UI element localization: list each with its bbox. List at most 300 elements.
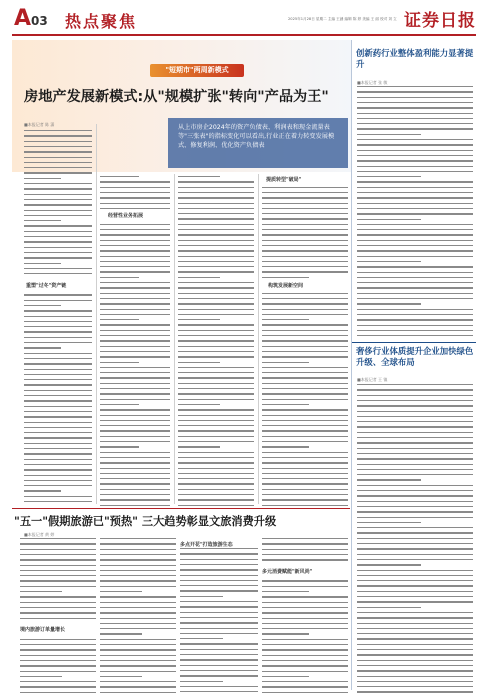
text-line <box>100 335 170 336</box>
text-line <box>178 309 254 310</box>
text-line <box>178 277 220 278</box>
text-line <box>262 261 348 262</box>
text-line <box>24 459 92 460</box>
text-line <box>24 263 61 264</box>
text-line <box>262 324 348 325</box>
text-line <box>24 316 92 317</box>
text-line <box>24 257 92 258</box>
text-line <box>100 192 170 193</box>
text-line <box>357 319 473 320</box>
text-line <box>178 229 254 230</box>
text-line <box>357 97 473 98</box>
text-line <box>262 692 348 693</box>
text-line <box>180 659 258 660</box>
text-line <box>20 644 96 645</box>
text-line <box>100 554 176 555</box>
text-line <box>262 628 348 629</box>
text-line <box>262 430 348 431</box>
side-top-author: ■本报记者 张 敏 <box>357 80 388 85</box>
text-line <box>262 298 348 299</box>
text-line <box>178 356 254 357</box>
text-line <box>262 383 348 384</box>
text-line <box>100 473 170 474</box>
bottom-story-rule <box>12 508 350 509</box>
text-line <box>100 372 170 373</box>
text-line <box>262 494 348 495</box>
text-line <box>262 335 348 336</box>
text-line <box>357 107 473 108</box>
text-line <box>24 300 92 301</box>
text-line <box>262 362 309 363</box>
text-line <box>20 543 96 544</box>
text-line <box>178 367 254 368</box>
text-line <box>262 468 348 469</box>
text-line <box>262 612 348 613</box>
text-line <box>357 612 473 613</box>
text-line <box>262 399 348 400</box>
text-line <box>357 298 473 299</box>
text-line <box>180 606 258 607</box>
text-line <box>100 452 170 453</box>
text-line <box>24 432 92 433</box>
text-line <box>357 628 473 629</box>
text-line <box>24 321 92 322</box>
text-line <box>178 266 254 267</box>
text-line <box>24 135 92 136</box>
text-line <box>357 330 473 331</box>
text-line <box>262 218 348 219</box>
text-line <box>262 633 309 634</box>
text-line <box>100 404 139 405</box>
text-line <box>357 432 473 433</box>
text-line <box>178 240 254 241</box>
text-line <box>357 416 473 417</box>
text-line <box>357 591 473 592</box>
text-line <box>178 415 254 416</box>
text-line <box>262 245 348 246</box>
side-bottom-author: ■本报记者 王 镇 <box>357 377 388 382</box>
text-line <box>357 86 473 87</box>
text-line <box>24 390 92 391</box>
text-line <box>262 346 348 347</box>
text-line <box>100 586 176 587</box>
text-line <box>24 204 92 205</box>
text-line <box>178 330 254 331</box>
text-line <box>100 245 170 246</box>
text-line <box>357 448 473 449</box>
text-line <box>100 314 170 315</box>
text-line <box>262 686 348 687</box>
text-line <box>262 505 348 506</box>
text-line <box>100 367 170 368</box>
text-line <box>178 176 220 177</box>
text-line <box>100 686 176 687</box>
text-line <box>100 377 170 378</box>
text-line <box>24 347 61 348</box>
text-line <box>100 293 170 294</box>
text-line <box>178 404 220 405</box>
text-line <box>180 596 223 597</box>
text-line <box>100 362 139 363</box>
text-line <box>24 310 92 311</box>
text-line <box>20 549 96 550</box>
text-line <box>262 330 348 331</box>
text-line <box>262 655 348 656</box>
text-line <box>357 633 473 634</box>
text-line <box>262 372 348 373</box>
text-line <box>100 208 170 209</box>
text-line <box>357 649 473 650</box>
text-line <box>178 409 254 410</box>
text-line <box>100 596 176 597</box>
text-line <box>262 266 348 267</box>
text-line <box>178 372 254 373</box>
text-line <box>357 532 473 533</box>
text-line <box>357 554 473 555</box>
text-line <box>357 102 473 103</box>
text-line <box>357 623 473 624</box>
text-line <box>262 462 348 463</box>
text-line <box>178 282 254 283</box>
text-line <box>180 643 258 644</box>
text-line <box>100 224 170 225</box>
text-line <box>357 293 473 294</box>
text-line <box>20 676 62 677</box>
text-line <box>357 411 473 412</box>
text-line <box>262 452 348 453</box>
text-line <box>178 362 220 363</box>
text-line <box>24 225 92 226</box>
text-line <box>178 505 254 506</box>
text-line <box>24 485 92 486</box>
text-line <box>24 305 61 306</box>
bottom-subhead-2: 多点开花"打造旅游生态 <box>180 542 233 548</box>
dateline: 2025年1月28日 星期二 主编 王涵 编辑 陈 婷 美编 王 丽 校对 刘 立 <box>288 17 397 21</box>
text-line <box>262 192 348 193</box>
text-line <box>262 489 348 490</box>
text-line <box>357 250 473 251</box>
text-line <box>24 501 92 502</box>
text-line <box>262 388 348 389</box>
text-line <box>357 245 473 246</box>
text-line <box>262 377 348 378</box>
text-line <box>180 675 258 676</box>
text-line <box>24 252 92 253</box>
text-line <box>178 181 254 182</box>
text-line <box>178 293 254 294</box>
text-line <box>357 181 473 182</box>
text-line <box>100 591 142 592</box>
text-line <box>100 356 170 357</box>
text-line <box>262 596 348 597</box>
text-line <box>180 559 258 560</box>
side-bottom-title: 奢侈行业体质提升企业加快绿色升级、全球布局 <box>356 346 474 367</box>
text-line <box>24 178 61 179</box>
text-line <box>357 213 473 214</box>
text-line <box>24 231 92 232</box>
text-line <box>178 351 254 352</box>
text-line <box>262 277 309 278</box>
text-line <box>262 197 348 198</box>
text-line <box>178 468 254 469</box>
text-line <box>357 261 421 262</box>
text-line <box>100 203 170 204</box>
text-line <box>180 686 258 687</box>
text-line <box>24 273 92 274</box>
text-line <box>180 654 258 655</box>
text-line <box>100 671 176 672</box>
text-line <box>180 670 258 671</box>
text-line <box>180 617 258 618</box>
text-line <box>24 453 92 454</box>
text-line <box>262 367 348 368</box>
text-line <box>24 210 92 211</box>
side-top-title: 创新药行业整体盈利能力显著提升 <box>356 48 474 69</box>
text-line <box>100 393 170 394</box>
text-line <box>262 499 348 500</box>
text-line <box>100 399 170 400</box>
text-line <box>357 458 473 459</box>
text-line <box>100 483 170 484</box>
text-line <box>24 406 92 407</box>
text-line <box>357 144 473 145</box>
text-line <box>178 314 254 315</box>
lead-subhead-1: 重塑"过冬"资产链 <box>26 283 67 289</box>
text-line <box>20 612 96 613</box>
text-line <box>178 324 254 325</box>
text-line <box>20 580 96 581</box>
text-line <box>24 167 92 168</box>
text-line <box>100 298 170 299</box>
text-line <box>178 436 254 437</box>
lead-subhead-3: 提质转型"破局" <box>266 177 302 183</box>
text-line <box>357 197 473 198</box>
text-line <box>20 671 96 672</box>
text-line <box>178 340 254 341</box>
text-line <box>357 517 473 518</box>
text-line <box>100 287 170 288</box>
text-line <box>100 436 170 437</box>
text-line <box>357 469 473 470</box>
text-line <box>100 425 170 426</box>
text-line <box>180 665 258 666</box>
text-line <box>262 676 309 677</box>
text-line <box>100 415 170 416</box>
text-line <box>357 607 421 608</box>
text-line <box>100 309 170 310</box>
text-line <box>262 618 348 619</box>
text-line <box>100 639 176 640</box>
text-line <box>357 670 473 671</box>
text-line <box>357 676 473 677</box>
text-line <box>178 213 254 214</box>
lead-quote-box: 从上市房企2024年的资产负债表、利润表和现金流量表等"三张表"的指标变化可以看出,行业正在着力转变发展模式、修复利润、优化资产负债表 <box>168 118 348 168</box>
text-line <box>100 250 170 251</box>
text-line <box>20 649 96 650</box>
text-line <box>357 570 473 571</box>
text-line <box>24 490 61 491</box>
text-line <box>24 480 92 481</box>
text-line <box>178 441 254 442</box>
text-line <box>100 271 170 272</box>
text-line <box>180 580 258 581</box>
text-line <box>100 538 176 539</box>
text-line <box>357 160 473 161</box>
text-line <box>262 591 309 592</box>
text-line <box>178 261 254 262</box>
text-line <box>178 245 254 246</box>
text-line <box>262 319 309 320</box>
text-line <box>357 511 473 512</box>
text-line <box>357 277 473 278</box>
text-line <box>357 240 473 241</box>
text-line <box>357 564 421 565</box>
text-line <box>20 586 96 587</box>
text-line <box>100 277 139 278</box>
page-number: 03 <box>31 14 48 28</box>
text-line <box>24 448 92 449</box>
text-line <box>178 383 254 384</box>
column-divider <box>96 124 97 504</box>
text-line <box>178 224 254 225</box>
bottom-headline: "五一"假期旅游已"预热" 三大趋势彰显文旅消费升级 <box>14 515 277 528</box>
text-line <box>100 628 176 629</box>
text-line <box>20 665 96 666</box>
text-line <box>357 282 473 283</box>
text-line <box>357 192 473 193</box>
text-line <box>357 229 473 230</box>
text-line <box>178 452 254 453</box>
text-line <box>357 134 421 135</box>
text-line <box>20 602 96 603</box>
text-line <box>20 660 96 661</box>
text-line <box>262 441 348 442</box>
text-line <box>24 268 92 269</box>
text-line <box>262 549 348 550</box>
text-line <box>357 575 473 576</box>
text-line <box>100 499 170 500</box>
text-line <box>357 617 473 618</box>
text-line <box>178 187 254 188</box>
text-line <box>357 118 473 119</box>
text-line <box>178 478 254 479</box>
column-divider <box>258 174 259 504</box>
text-line <box>262 639 348 640</box>
text-line <box>100 441 170 442</box>
text-line <box>262 446 309 447</box>
text-line <box>24 353 92 354</box>
text-line <box>20 591 62 592</box>
text-line <box>20 655 96 656</box>
text-line <box>262 356 348 357</box>
text-line <box>100 351 170 352</box>
text-line <box>180 569 258 570</box>
text-line <box>100 383 170 384</box>
text-line <box>357 335 473 336</box>
text-line <box>357 128 473 129</box>
text-line <box>100 261 170 262</box>
text-line <box>100 681 176 682</box>
text-line <box>178 203 254 204</box>
lead-subhead-2: 经营性业务拓展 <box>108 213 144 219</box>
text-line <box>357 272 473 273</box>
text-line <box>100 324 170 325</box>
text-line <box>357 389 473 390</box>
text-line <box>180 553 258 554</box>
text-line <box>357 139 473 140</box>
text-line <box>178 192 254 193</box>
text-line <box>20 559 96 560</box>
text-line <box>357 585 473 586</box>
text-line <box>357 219 421 220</box>
text-line <box>178 303 254 304</box>
section-title: 热点聚焦 <box>65 12 138 31</box>
text-line <box>24 172 92 173</box>
text-line <box>100 266 170 267</box>
text-line <box>100 468 170 469</box>
text-line <box>100 570 176 571</box>
text-line <box>20 538 96 539</box>
text-line <box>357 421 473 422</box>
text-line <box>100 187 170 188</box>
text-line <box>262 224 348 225</box>
text-line <box>178 250 254 251</box>
text-line <box>100 607 176 608</box>
text-line <box>100 644 176 645</box>
text-line <box>180 548 258 549</box>
text-line <box>100 319 139 320</box>
text-line <box>357 234 473 235</box>
text-line <box>20 570 96 571</box>
text-line <box>357 325 473 326</box>
text-line <box>262 250 348 251</box>
text-line <box>24 475 92 476</box>
text-line <box>100 575 176 576</box>
text-line <box>24 469 92 470</box>
sidebar-divider <box>352 342 476 343</box>
text-line <box>178 256 254 257</box>
text-line <box>178 298 254 299</box>
text-line <box>178 393 254 394</box>
text-line <box>178 287 254 288</box>
text-line <box>357 256 473 257</box>
text-line <box>180 649 258 650</box>
text-line <box>24 294 92 295</box>
text-line <box>262 457 348 458</box>
text-line <box>262 602 348 603</box>
text-line <box>262 660 348 661</box>
text-line <box>100 303 170 304</box>
text-line <box>262 240 348 241</box>
text-line <box>24 411 92 412</box>
text-line <box>24 141 92 142</box>
text-line <box>100 655 176 656</box>
text-line <box>180 564 258 565</box>
text-line <box>100 282 170 283</box>
text-line <box>100 612 176 613</box>
text-line <box>357 113 473 114</box>
text-line <box>24 369 92 370</box>
lead-headline: 房地产发展新模式:从"规模扩张"转向"产品为王" <box>24 89 329 105</box>
text-line <box>357 171 473 172</box>
text-line <box>262 303 348 304</box>
text-line <box>357 495 473 496</box>
text-line <box>178 499 254 500</box>
text-line <box>24 416 92 417</box>
text-line <box>357 405 473 406</box>
text-line <box>357 559 473 560</box>
text-line <box>100 420 170 421</box>
